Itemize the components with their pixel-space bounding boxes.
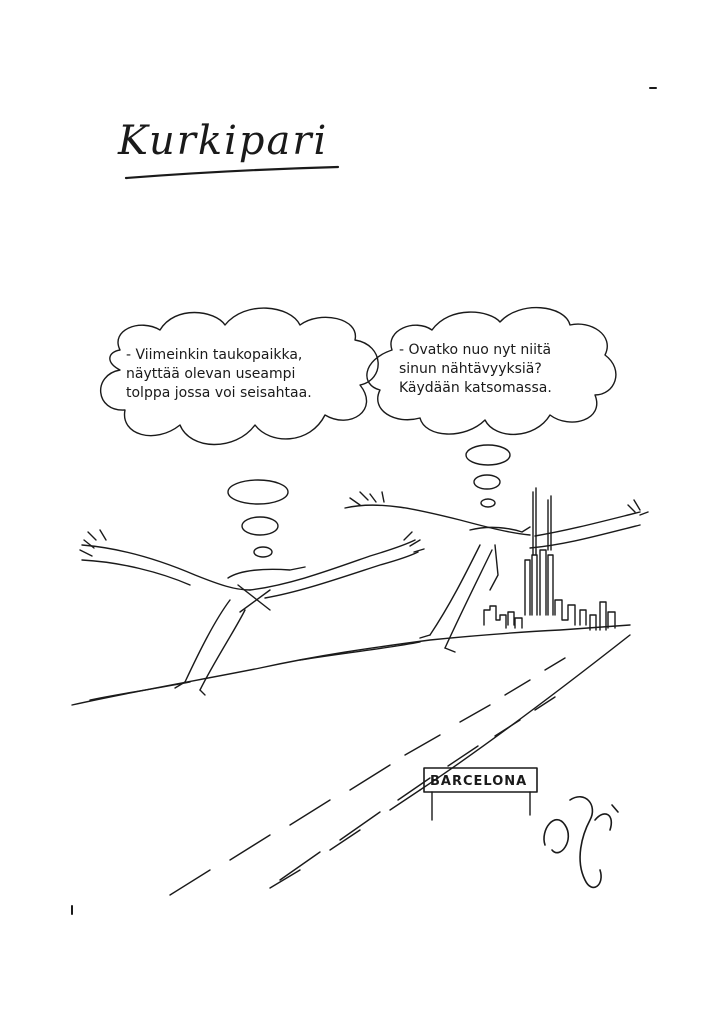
thought-dot	[254, 547, 272, 557]
thought-text-left	[126, 346, 312, 403]
ground-strokes	[90, 642, 420, 700]
thought-line: - Viimeinkin taukopaikka,	[126, 347, 303, 363]
crane-right	[345, 492, 648, 652]
thought-dot	[466, 445, 510, 465]
thought-text-right	[399, 341, 552, 398]
thought-line: Käydään katsomassa.	[399, 380, 552, 396]
title-underline	[126, 167, 338, 178]
city-skyline	[484, 488, 615, 630]
thought-dot	[242, 517, 278, 535]
signature-drawing	[544, 797, 618, 888]
thought-line: sinun nähtävyyksiä?	[399, 361, 542, 377]
thought-line: tolppa jossa voi seisahtaa.	[126, 385, 312, 401]
road	[170, 635, 630, 895]
thought-dot	[228, 480, 288, 504]
thought-dot	[481, 499, 495, 507]
thought-dot	[474, 475, 500, 489]
comic-title: Kurkipari	[118, 118, 329, 164]
thought-line: näyttää olevan useampi	[126, 366, 296, 382]
road-sign-label: BARCELONA	[430, 774, 528, 789]
thought-line: - Ovatko nuo nyt niitä	[399, 342, 552, 358]
horizon-line	[72, 625, 630, 705]
